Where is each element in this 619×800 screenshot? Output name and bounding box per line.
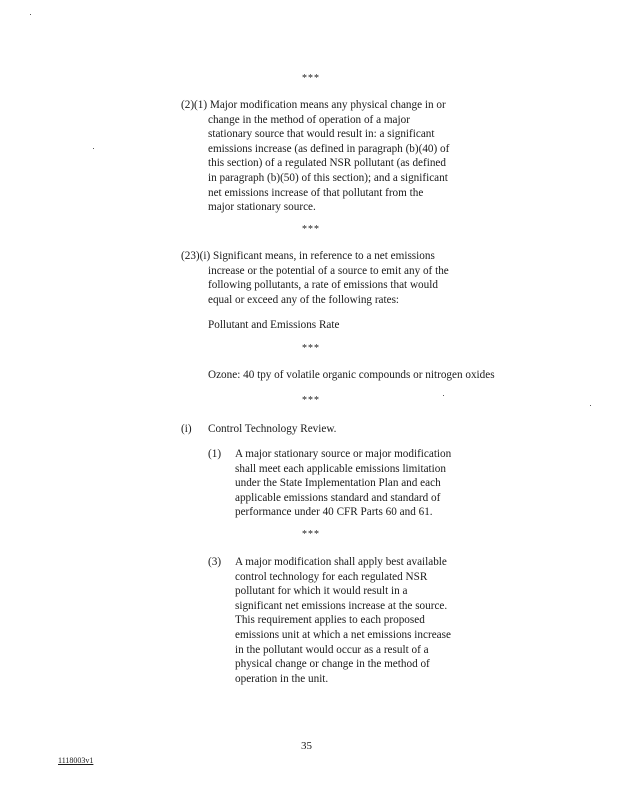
scan-speck bbox=[93, 148, 94, 149]
text-line: emissions unit at which a net emissions increase bbox=[235, 628, 451, 641]
scan-speck bbox=[590, 405, 591, 406]
scan-speck bbox=[30, 14, 31, 15]
text-line: net emissions increase of that pollutant from the bbox=[208, 186, 424, 199]
text-line: in the pollutant would occur as a result of a bbox=[235, 643, 429, 656]
major-modification-definition bbox=[181, 98, 449, 215]
text-line: (2)(1) Major modification means any physical change in or bbox=[181, 99, 446, 111]
text-line: applicable emissions standard and standard of bbox=[235, 491, 441, 504]
text-line: performance under 40 CFR Parts 60 and 61. bbox=[235, 506, 433, 519]
text-line: significant net emissions increase at the source. bbox=[235, 599, 448, 612]
item-3-text bbox=[235, 555, 451, 686]
text-line: pollutant for which it would result in a bbox=[235, 585, 408, 598]
significant-definition bbox=[181, 249, 449, 307]
section-label: (i) bbox=[181, 423, 192, 435]
text-line: A major modification shall apply best available bbox=[235, 556, 447, 568]
text-line: (23)(i) Significant means, in reference to a net emissions bbox=[181, 250, 435, 262]
separator-asterisks: *** bbox=[302, 529, 320, 540]
item-1-text bbox=[235, 447, 451, 520]
text-line: under the State Implementation Plan and each bbox=[235, 477, 441, 490]
text-line: change in the method of operation of a major bbox=[208, 113, 410, 126]
ozone-rate: Ozone: 40 tpy of volatile organic compounds or nitrogen oxides bbox=[208, 369, 495, 381]
text-line: this section) of a regulated NSR pollutant (as defined bbox=[208, 157, 446, 170]
text-line: control technology for each regulated NSR bbox=[235, 570, 428, 583]
separator-asterisks: *** bbox=[302, 395, 320, 406]
separator-asterisks: *** bbox=[302, 224, 320, 235]
separator-asterisks: *** bbox=[302, 73, 320, 84]
item-label: (3) bbox=[208, 556, 222, 568]
text-line: following pollutants, a rate of emissions that would bbox=[208, 279, 438, 292]
text-line: stationary source that would result in: a significant bbox=[208, 128, 435, 141]
table-header: Pollutant and Emissions Rate bbox=[208, 319, 340, 331]
text-line: emissions increase (as defined in paragraph (b)(40) of bbox=[208, 142, 450, 155]
text-line: shall meet each applicable emissions limitation bbox=[235, 462, 446, 475]
text-line: in paragraph (b)(50) of this section); and a significant bbox=[208, 171, 448, 184]
document-id: 1118003v1 bbox=[58, 756, 94, 765]
text-line: major stationary source. bbox=[208, 201, 316, 214]
text-line: operation in the unit. bbox=[235, 672, 329, 685]
scan-speck bbox=[443, 395, 444, 396]
page-number: 35 bbox=[301, 740, 312, 752]
text-line: physical change or change in the method of bbox=[235, 658, 430, 671]
text-line: equal or exceed any of the following rates: bbox=[208, 293, 400, 306]
section-title: Control Technology Review. bbox=[208, 423, 337, 435]
text-line: A major stationary source or major modification bbox=[235, 448, 452, 460]
item-label: (1) bbox=[208, 448, 222, 460]
text-line: This requirement applies to each proposed bbox=[235, 614, 425, 627]
separator-asterisks: *** bbox=[302, 343, 320, 354]
text-line: increase or the potential of a source to emit any of the bbox=[208, 264, 449, 277]
